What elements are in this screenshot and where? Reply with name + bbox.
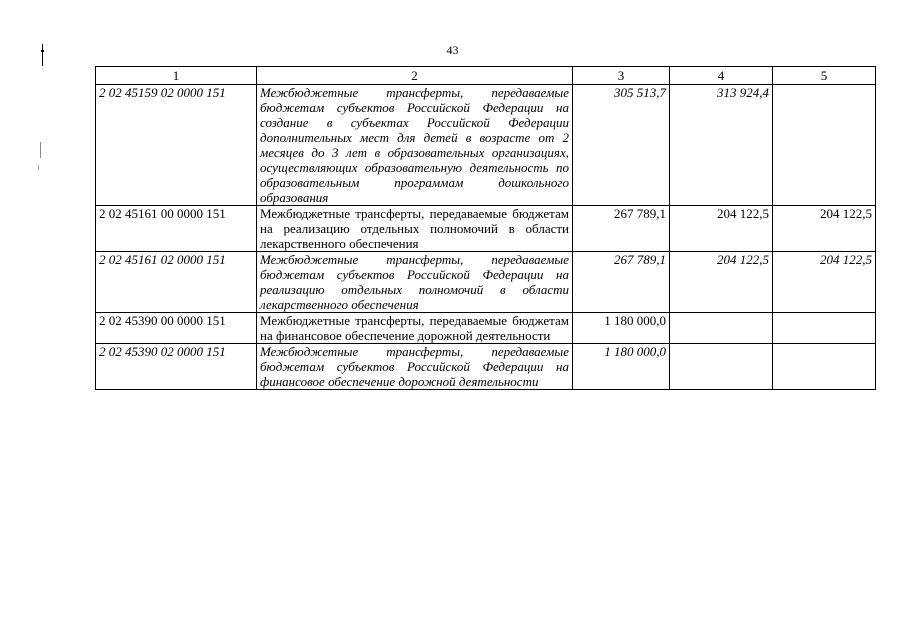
- column-header: 5: [773, 67, 876, 85]
- row-description: Межбюджетные трансферты, передаваемые бюджетам на финансовое обеспечение дорожной деятельности: [257, 313, 573, 344]
- page-number: 43: [446, 43, 459, 57]
- amount-col3: 267 789,1: [573, 206, 670, 252]
- budget-code: 2 02 45161 00 0000 151: [96, 206, 257, 252]
- amount-col4: 204 122,5: [670, 206, 773, 252]
- amount-col3: 305 513,7: [573, 85, 670, 206]
- budget-code: 2 02 45161 02 0000 151: [96, 252, 257, 313]
- budget-code: 2 02 45159 02 0000 151: [96, 85, 257, 206]
- column-header: 1: [96, 67, 257, 85]
- row-description: Межбюджетные трансферты, передаваемые бюджетам на реализацию отдельных полномочий в области лекарственного обеспечения: [257, 206, 573, 252]
- table-row: [96, 206, 876, 252]
- column-header: 4: [670, 67, 773, 85]
- amount-col5: 204 122,5: [773, 252, 876, 313]
- table-row: [96, 85, 876, 206]
- budget-code: 2 02 45390 02 0000 151: [96, 344, 257, 390]
- amount-col3: 1 180 000,0: [573, 313, 670, 344]
- scan-speck: [38, 165, 39, 170]
- amount-col5: [773, 344, 876, 390]
- binding-mark: [41, 50, 44, 52]
- amount-col5: [773, 85, 876, 206]
- amount-col4: [670, 313, 773, 344]
- amount-col4: 313 924,4: [670, 85, 773, 206]
- column-header: 2: [257, 67, 573, 85]
- amount-col5: 204 122,5: [773, 206, 876, 252]
- row-description: Межбюджетные трансферты, передаваемые бюджетам субъектов Российской Федерации на реализацию отдельных полномочий в области лекарственного обеспечения: [257, 252, 573, 313]
- table-row: [96, 252, 876, 313]
- amount-col4: 204 122,5: [670, 252, 773, 313]
- table-header-row: [96, 67, 876, 85]
- row-description: Межбюджетные трансферты, передаваемые бюджетам субъектов Российской Федерации на финансовое обеспечение дорожной деятельности: [257, 344, 573, 390]
- scan-speck: [40, 142, 41, 158]
- table-row: [96, 344, 876, 390]
- column-header: 3: [573, 67, 670, 85]
- table-row: [96, 313, 876, 344]
- budget-code: 2 02 45390 00 0000 151: [96, 313, 257, 344]
- row-description: Межбюджетные трансферты, передаваемые бюджетам субъектов Российской Федерации на создание в субъектах Российской Федерации дополнительных мест для детей в возрасте от 2 месяцев до 3 лет в образовательных организациях, осуществляющих образовательную деятельность по образовательным программам дошкольного образования: [257, 85, 573, 206]
- amount-col3: 267 789,1: [573, 252, 670, 313]
- amount-col5: [773, 313, 876, 344]
- budget-table: [95, 66, 876, 390]
- amount-col4: [670, 344, 773, 390]
- binding-mark: [42, 44, 43, 66]
- amount-col3: 1 180 000,0: [573, 344, 670, 390]
